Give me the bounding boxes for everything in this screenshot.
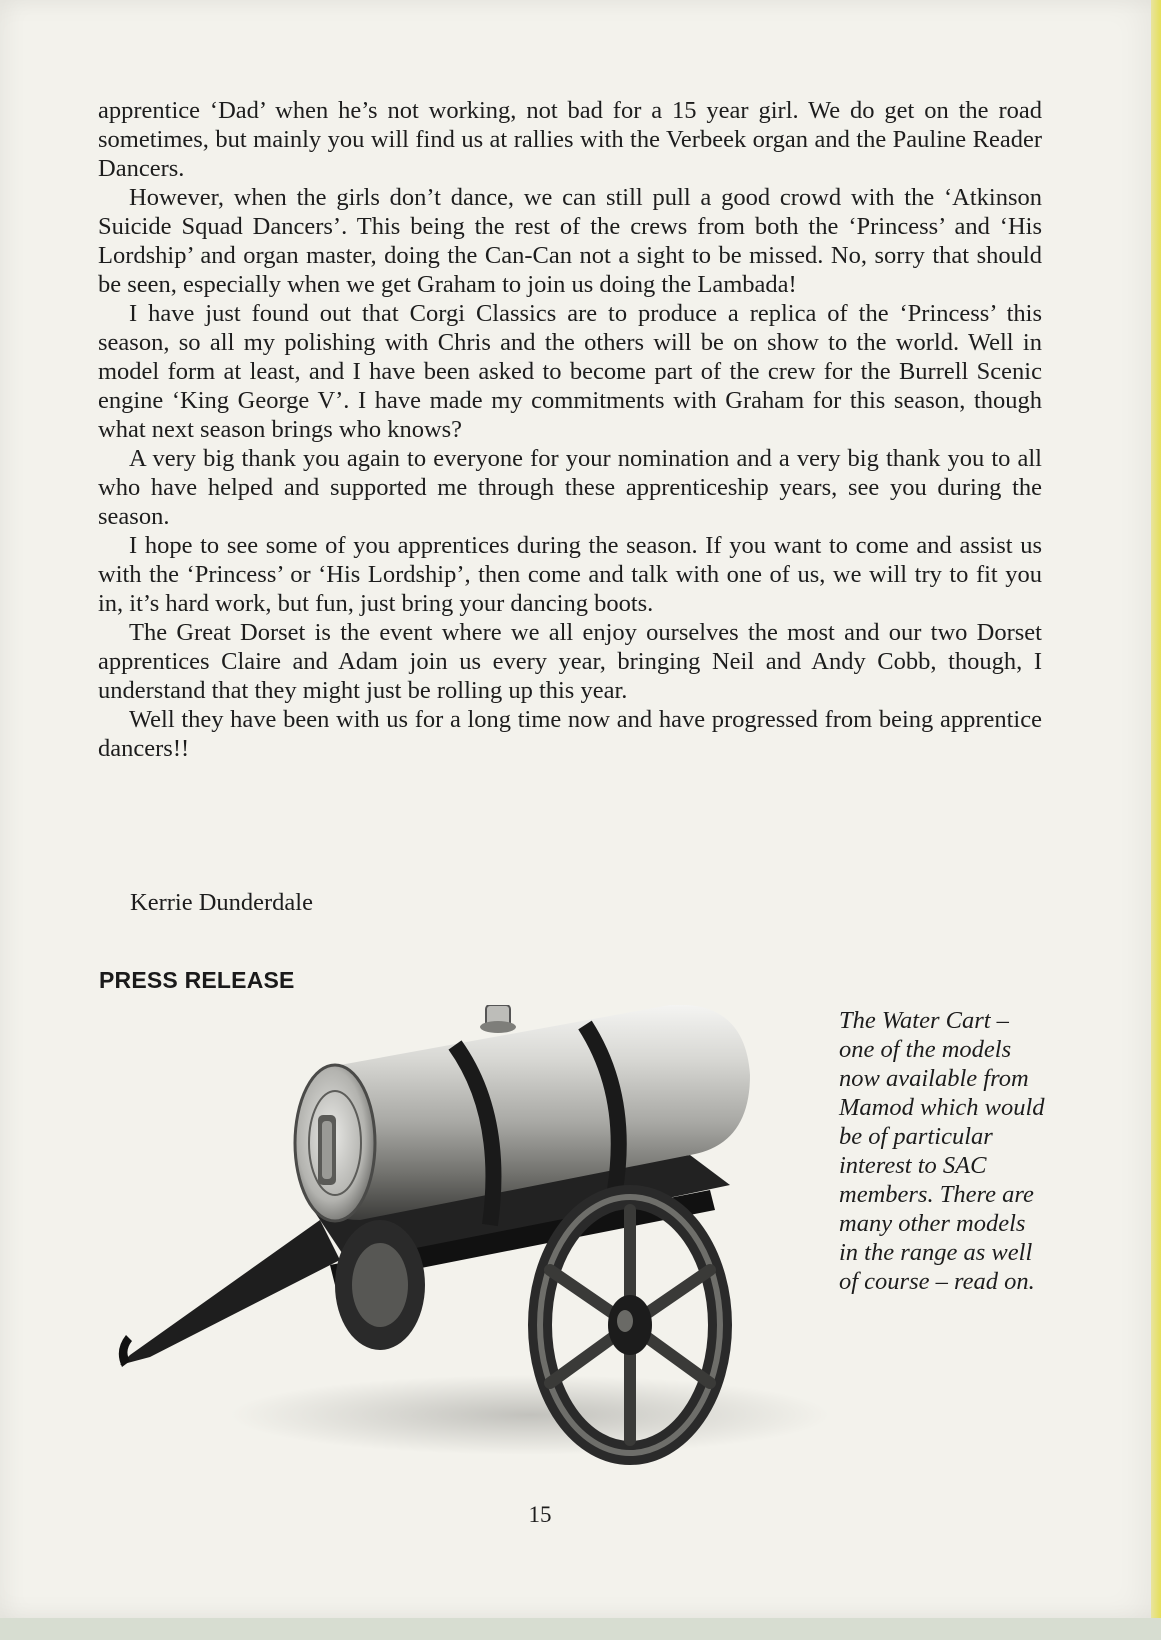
page-number: 15: [528, 1502, 552, 1527]
paragraph: Well they have been with us for a long time now and have progressed from being apprentice dancers!!: [98, 706, 1042, 762]
paragraph: A very big thank you again to everyone for your nomination and a very big thank you to all who have helped and supported me through these apprenticeship years, see you during the season.: [98, 445, 1042, 530]
paragraph: However, when the girls don’t dance, we can still pull a good crowd with the ‘Atkinson Suicide Squad Dancers’. This being the rest of the crews from both the ‘Princess’ and ‘His Lordship’ and organ master, doing the Can-Can not a sight to be missed. No, sorry that should be seen, especially when we get Graham to join us doing the Lambada!: [98, 184, 1042, 298]
page-edge: [1151, 0, 1161, 1618]
paragraph: The Great Dorset is the event where we all enjoy ourselves the most and our two Dorset apprentices Claire and Adam join us every year, bringing Neil and Andy Cobb, though, I understand that they might just be rolling up this year.: [98, 619, 1042, 704]
water-cart-photo: [110, 1005, 830, 1480]
paragraph: apprentice ‘Dad’ when he’s not working, not bad for a 15 year girl. We do get on the road sometimes, but mainly you will find us at rallies with the Verbeek organ and the Pauline Reader Dancers.: [98, 97, 1042, 182]
photo-caption: The Water Cart – one of the models now available from Mamod which would be of particular interest to SAC members. There are many other models in the range as well of course – read on.: [839, 1007, 1045, 1295]
article-body: [98, 96, 1042, 763]
section-heading: PRESS RELEASE: [99, 967, 295, 993]
paragraph: I hope to see some of you apprentices during the season. If you want to come and assist us with the ‘Princess’ or ‘His Lordship’, then come and talk with one of us, we will try to fit you in, it’s hard work, but fun, just bring your dancing boots.: [98, 532, 1042, 617]
scan-background: [0, 1618, 1161, 1640]
paragraph: I have just found out that Corgi Classics are to produce a replica of the ‘Princess’ this season, so all my polishing with Chris and the others will be on show to the world. Well in model form at least, and I have been asked to become part of the crew for the Burrell Scenic engine ‘King George V’. I have made my commitments with Graham for this season, though what next season brings who knows?: [98, 300, 1042, 443]
author-signature: Kerrie Dunderdale: [130, 889, 313, 916]
